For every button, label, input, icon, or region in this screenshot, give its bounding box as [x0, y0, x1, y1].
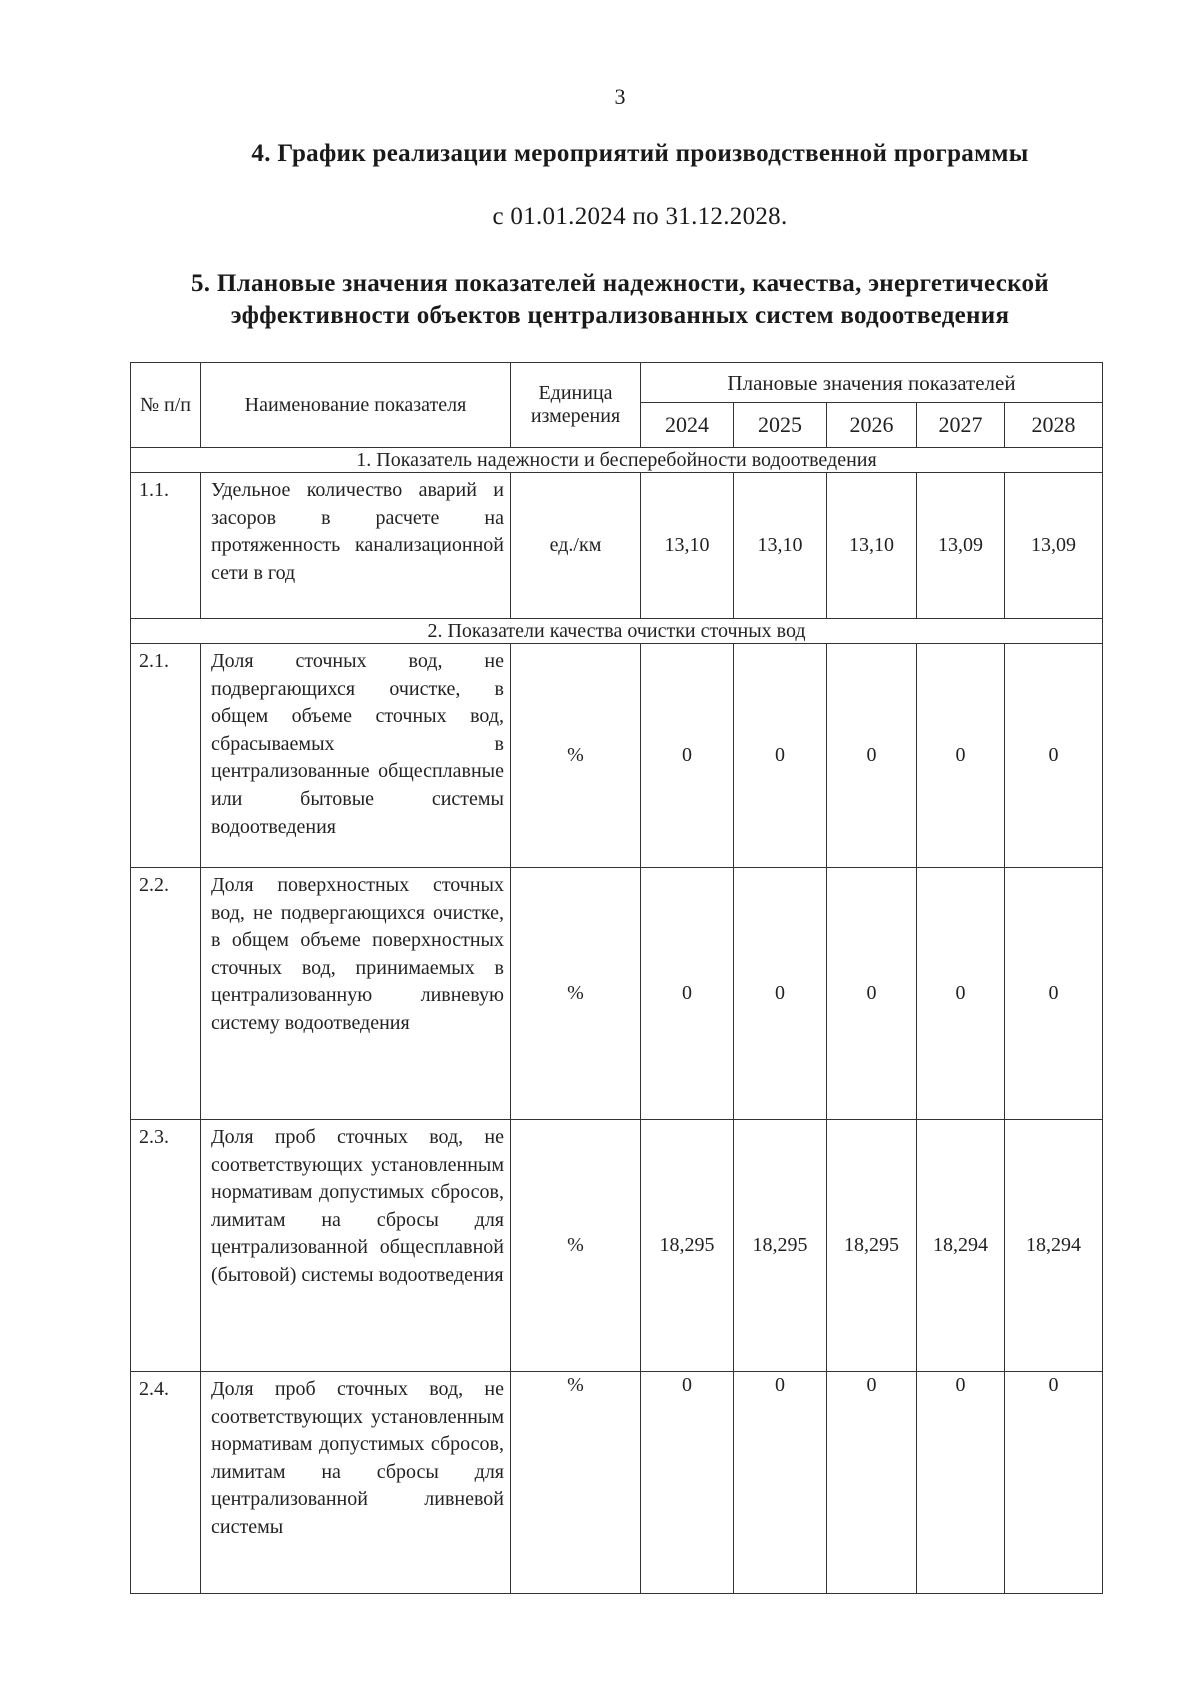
value-2027: 0 [917, 1372, 1005, 1594]
indicators-table [130, 362, 1103, 1594]
header-row-1 [131, 363, 1103, 403]
table-row [131, 868, 1103, 1120]
program-period: с 01.01.2024 по 31.12.2028. [492, 203, 788, 230]
header-num: № п/п [131, 363, 201, 448]
row-number: 2.1. [131, 644, 201, 868]
value-2027: 18,294 [917, 1120, 1005, 1372]
row-number: 2.4. [131, 1372, 201, 1594]
value-2026: 0 [827, 868, 917, 1120]
value-2025: 0 [734, 868, 827, 1120]
indicator-name: Доля сточных вод, не подвергающихся очистке, в общем объеме сточных вод, сбрасываемых в централизованные общесплавные или бытовые системы водоотведения [201, 644, 511, 868]
table-row [131, 644, 1103, 868]
header-name: Наименование показателя [201, 363, 511, 448]
indicator-unit: % [511, 1120, 641, 1372]
section-4-title: 4. График реализации мероприятий производственной программы [251, 140, 1029, 167]
value-2028: 0 [1005, 1372, 1103, 1594]
value-2028: 0 [1005, 644, 1103, 868]
group-row-quality [131, 619, 1103, 644]
value-2028: 0 [1005, 868, 1103, 1120]
table-row [131, 1120, 1103, 1372]
header-year-2025: 2025 [734, 403, 827, 448]
indicator-unit: ед./км [511, 473, 641, 619]
header-year-2028: 2028 [1005, 403, 1103, 448]
value-2025: 18,295 [734, 1120, 827, 1372]
value-2024: 13,10 [641, 473, 734, 619]
value-2028: 18,294 [1005, 1120, 1103, 1372]
indicator-name: Доля проб сточных вод, не соответствующих установленным нормативам допустимых сбросов, лимитам на сбросы для централизованной ливневой системы [201, 1372, 511, 1594]
value-2027: 13,09 [917, 473, 1005, 619]
group-title: 2. Показатели качества очистки сточных вод [131, 619, 1103, 644]
section-5-title-line-1: 5. Плановые значения показателей надежности, качества, энергетической [191, 270, 1049, 297]
value-2024: 0 [641, 644, 734, 868]
value-2024: 0 [641, 1372, 734, 1594]
header-year-2027: 2027 [917, 403, 1005, 448]
value-2026: 13,10 [827, 473, 917, 619]
header-year-2026: 2026 [827, 403, 917, 448]
page-number: 3 [614, 84, 626, 109]
header-planned-values: Плановые значения показателей [641, 363, 1103, 403]
header-unit: Единица измерения [511, 363, 641, 448]
value-2025: 13,10 [734, 473, 827, 619]
value-2026: 0 [827, 644, 917, 868]
group-row-reliability [131, 448, 1103, 473]
value-2027: 0 [917, 644, 1005, 868]
table-row [131, 1372, 1103, 1594]
indicator-unit: % [511, 1372, 641, 1594]
value-2028: 13,09 [1005, 473, 1103, 619]
indicator-unit: % [511, 868, 641, 1120]
header-year-2024: 2024 [641, 403, 734, 448]
value-2025: 0 [734, 644, 827, 868]
value-2027: 0 [917, 868, 1005, 1120]
row-number: 2.2. [131, 868, 201, 1120]
value-2025: 0 [734, 1372, 827, 1594]
row-number: 1.1. [131, 473, 201, 619]
indicator-unit: % [511, 644, 641, 868]
indicator-name: Удельное количество аварий и засоров в расчете на протяженность канализационной сети в год [201, 473, 511, 619]
indicator-name: Доля поверхностных сточных вод, не подвергающихся очистке, в общем объеме поверхностных сточных вод, принимаемых в централизованную ливневую систему водоотведения [201, 868, 511, 1120]
value-2026: 0 [827, 1372, 917, 1594]
group-title: 1. Показатель надежности и бесперебойности водоотведения [131, 448, 1103, 473]
section-5-title-line-2: эффективности объектов централизованных систем водоотведения [230, 302, 1010, 329]
value-2026: 18,295 [827, 1120, 917, 1372]
value-2024: 0 [641, 868, 734, 1120]
table-row [131, 473, 1103, 619]
indicator-name: Доля проб сточных вод, не соответствующих установленным нормативам допустимых сбросов, лимитам на сбросы для централизованной общесплавной (бытовой) системы водоотведения [201, 1120, 511, 1372]
value-2024: 18,295 [641, 1120, 734, 1372]
row-number: 2.3. [131, 1120, 201, 1372]
